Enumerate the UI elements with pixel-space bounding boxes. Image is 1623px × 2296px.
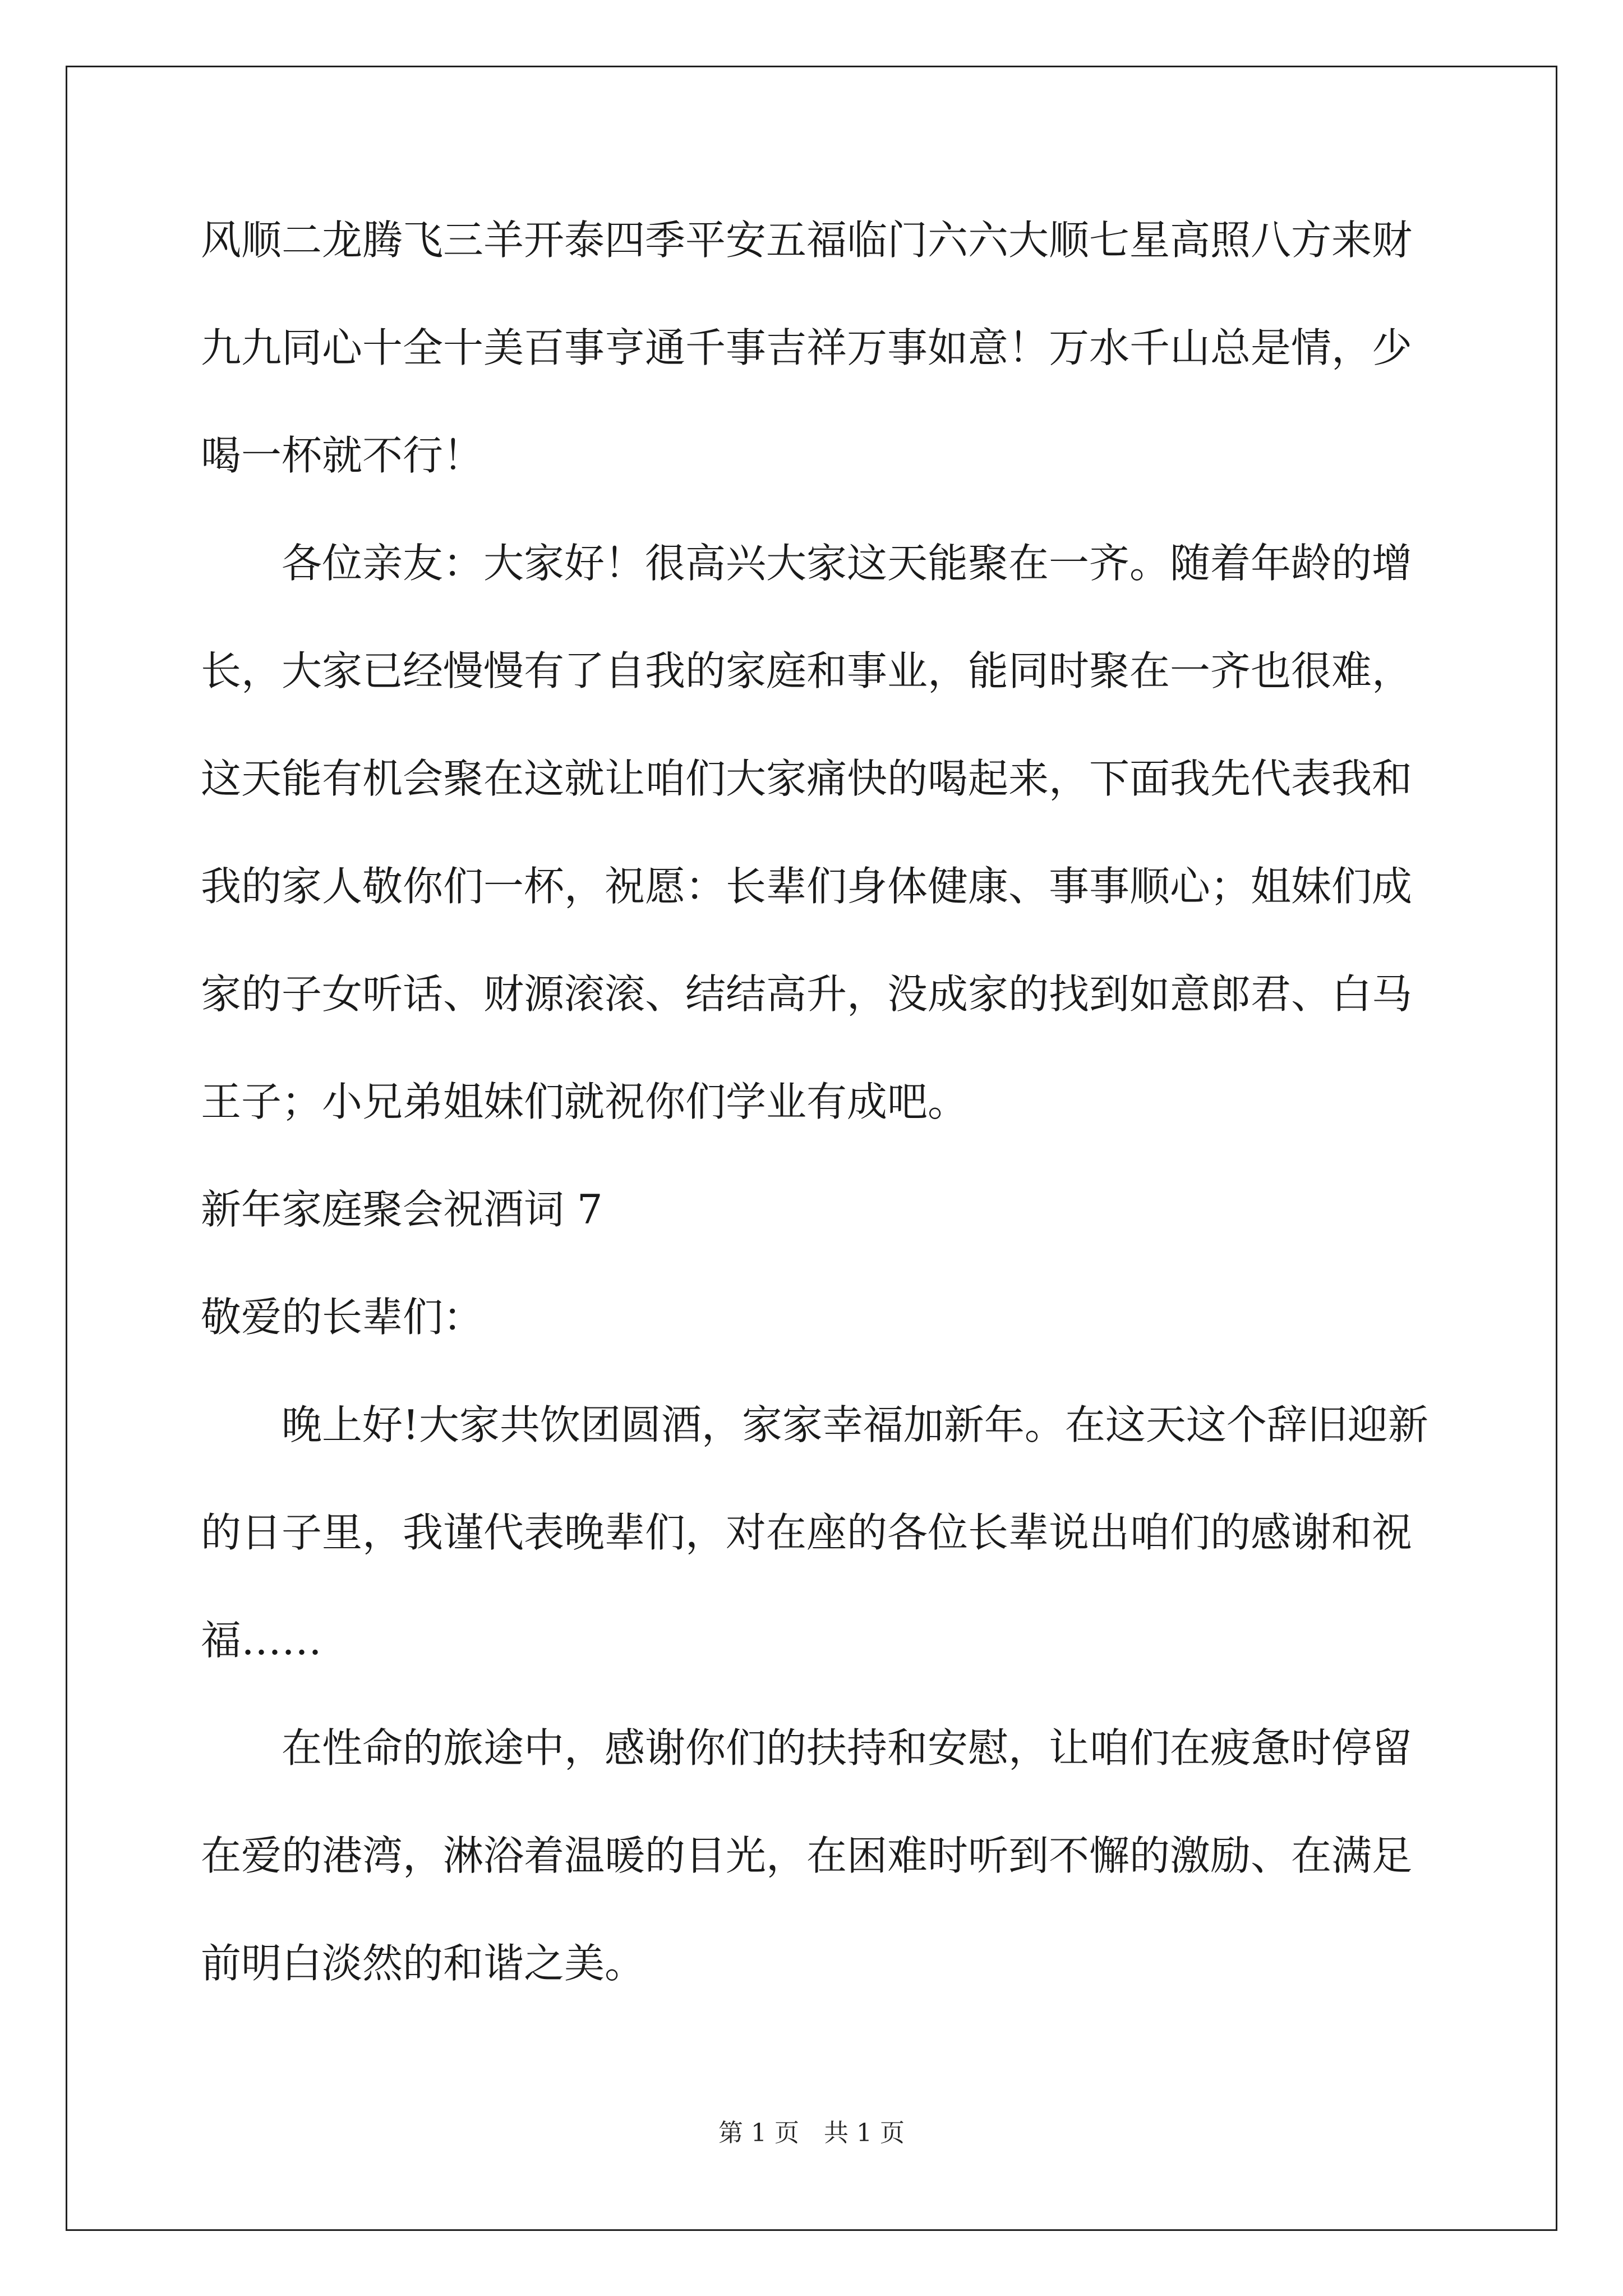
text-line: 王子；小兄弟姐妹们就祝你们学业有成吧。 — [201, 1078, 969, 1125]
text-line: 我的家人敬你们一杯，祝愿：长辈们身体健康、事事顺心；姐妹们成 — [201, 863, 1413, 910]
document-body — [201, 213, 1428, 1990]
paragraph-first-line: 各位亲友：大家好！很高兴大家这天能聚在一齐。随着年龄的增 — [282, 540, 1413, 587]
page-number-footer: 第 1 页 共 1 页 — [718, 2119, 905, 2147]
text-line: 在爱的港湾，淋浴着温暖的目光，在困难时听到不懈的激励、在满足 — [201, 1832, 1413, 1879]
text-line: 喝一杯就不行！ — [201, 432, 484, 479]
salutation: 敬爱的长辈们： — [201, 1294, 484, 1341]
text-line: 的日子里，我谨代表晚辈们，对在座的各位长辈说出咱们的感谢和祝 — [201, 1509, 1413, 1556]
text-line: 长，大家已经慢慢有了自我的家庭和事业，能同时聚在一齐也很难， — [201, 647, 1413, 694]
text-line: 福…… — [201, 1617, 322, 1664]
text-line: 这天能有机会聚在这就让咱们大家痛快的喝起来，下面我先代表我和 — [201, 755, 1413, 802]
section-heading: 新年家庭聚会祝酒词 7 — [201, 1186, 603, 1233]
paragraph-first-line: 晚上好!大家共饮团圆酒，家家幸福加新年。在这天这个辞旧迎新 — [282, 1401, 1428, 1448]
text-line: 前明白淡然的和谐之美。 — [201, 1940, 645, 1987]
text-line: 风顺二龙腾飞三羊开泰四季平安五福临门六六大顺七星高照八方来财 — [201, 217, 1413, 264]
text-line: 九九同心十全十美百事亨通千事吉祥万事如意！万水千山总是情，少 — [201, 324, 1413, 371]
text-line: 家的子女听话、财源滚滚、结结高升，没成家的找到如意郎君、白马 — [201, 970, 1413, 1018]
paragraph-first-line: 在性命的旅途中，感谢你们的扶持和安慰，让咱们在疲惫时停留 — [282, 1724, 1413, 1772]
